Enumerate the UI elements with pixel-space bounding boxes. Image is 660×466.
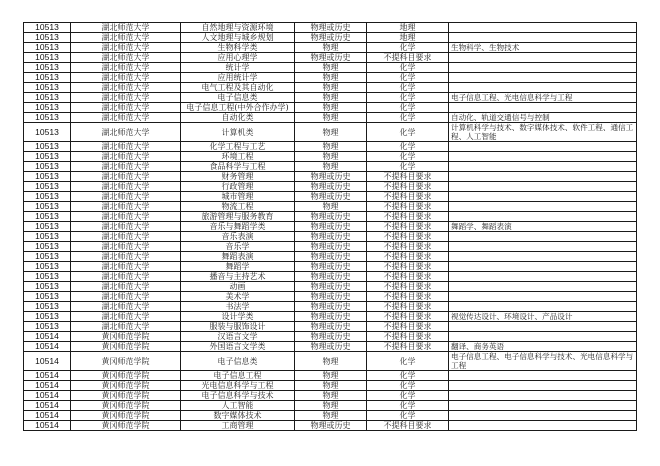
- major-name-cell: 应用统计学: [181, 73, 295, 83]
- school-code-cell: 10513: [24, 23, 71, 33]
- first-subject-cell: 物理或历史: [295, 282, 367, 292]
- school-name-cell: 湖北师范大学: [71, 162, 181, 172]
- table-row: [24, 63, 637, 73]
- included-majors-cell: [449, 182, 637, 192]
- table-row: [24, 272, 637, 282]
- school-code-cell: 10513: [24, 192, 71, 202]
- second-subject-cell: 化学: [367, 401, 449, 411]
- included-majors-cell: [449, 232, 637, 242]
- first-subject-cell: 物理: [295, 152, 367, 162]
- first-subject-cell: 物理或历史: [295, 172, 367, 182]
- included-majors-cell: [449, 172, 637, 182]
- school-name-cell: 黄冈师范学院: [71, 352, 181, 371]
- school-name-cell: 湖北师范大学: [71, 212, 181, 222]
- table-row: [24, 53, 637, 63]
- first-subject-cell: 物理或历史: [295, 312, 367, 322]
- school-name-cell: 湖北师范大学: [71, 172, 181, 182]
- second-subject-cell: 不提科目要求: [367, 172, 449, 182]
- table-row: [24, 411, 637, 421]
- school-name-cell: 湖北师范大学: [71, 312, 181, 322]
- first-subject-cell: 物理或历史: [295, 222, 367, 232]
- table-row: [24, 162, 637, 172]
- first-subject-cell: 物理或历史: [295, 421, 367, 431]
- table-row: [24, 43, 637, 53]
- second-subject-cell: 化学: [367, 103, 449, 113]
- table-row: [24, 172, 637, 182]
- school-code-cell: 10513: [24, 73, 71, 83]
- first-subject-cell: 物理或历史: [295, 272, 367, 282]
- school-code-cell: 10513: [24, 292, 71, 302]
- table-row: [24, 113, 637, 123]
- school-name-cell: 湖北师范大学: [71, 242, 181, 252]
- school-code-cell: 10513: [24, 222, 71, 232]
- included-majors-cell: [449, 202, 637, 212]
- second-subject-cell: 化学: [367, 83, 449, 93]
- included-majors-cell: [449, 272, 637, 282]
- table-row: [24, 421, 637, 431]
- first-subject-cell: 物理或历史: [295, 262, 367, 272]
- major-name-cell: 行政管理: [181, 182, 295, 192]
- school-name-cell: 湖北师范大学: [71, 103, 181, 113]
- school-name-cell: 湖北师范大学: [71, 23, 181, 33]
- school-code-cell: 10513: [24, 172, 71, 182]
- second-subject-cell: 不提科目要求: [367, 192, 449, 202]
- major-name-cell: 统计学: [181, 63, 295, 73]
- school-code-cell: 10513: [24, 252, 71, 262]
- included-majors-cell: 舞蹈学、舞蹈表演: [449, 222, 637, 232]
- first-subject-cell: 物理或历史: [295, 322, 367, 332]
- major-name-cell: 电子信息工程(中外合作办学): [181, 103, 295, 113]
- included-majors-cell: [449, 282, 637, 292]
- included-majors-cell: [449, 242, 637, 252]
- school-name-cell: 黄冈师范学院: [71, 411, 181, 421]
- school-code-cell: 10514: [24, 381, 71, 391]
- major-name-cell: 生物科学类: [181, 43, 295, 53]
- school-code-cell: 10513: [24, 33, 71, 43]
- subject-requirements-table: [23, 22, 637, 431]
- first-subject-cell: 物理: [295, 352, 367, 371]
- major-name-cell: 播音与主持艺术: [181, 272, 295, 282]
- major-name-cell: 数字媒体技术: [181, 411, 295, 421]
- first-subject-cell: 物理或历史: [295, 332, 367, 342]
- included-majors-cell: [449, 162, 637, 172]
- major-name-cell: 电子信息类: [181, 352, 295, 371]
- school-code-cell: 10514: [24, 332, 71, 342]
- school-name-cell: 湖北师范大学: [71, 33, 181, 43]
- school-code-cell: 10513: [24, 272, 71, 282]
- table-row: [24, 142, 637, 152]
- second-subject-cell: 不提科目要求: [367, 252, 449, 262]
- school-name-cell: 湖北师范大学: [71, 262, 181, 272]
- school-code-cell: 10513: [24, 312, 71, 322]
- first-subject-cell: 物理或历史: [295, 242, 367, 252]
- major-name-cell: 设计学类: [181, 312, 295, 322]
- school-code-cell: 10513: [24, 202, 71, 212]
- second-subject-cell: 不提科目要求: [367, 212, 449, 222]
- included-majors-cell: [449, 33, 637, 43]
- school-name-cell: 黄冈师范学院: [71, 381, 181, 391]
- table-body: [24, 23, 637, 431]
- second-subject-cell: 不提科目要求: [367, 322, 449, 332]
- second-subject-cell: 化学: [367, 162, 449, 172]
- second-subject-cell: 化学: [367, 391, 449, 401]
- school-code-cell: 10513: [24, 302, 71, 312]
- first-subject-cell: 物理或历史: [295, 252, 367, 262]
- second-subject-cell: 化学: [367, 381, 449, 391]
- major-name-cell: 化学工程与工艺: [181, 142, 295, 152]
- school-code-cell: 10513: [24, 232, 71, 242]
- major-name-cell: 美术学: [181, 292, 295, 302]
- major-name-cell: 电气工程及其自动化: [181, 83, 295, 93]
- table-row: [24, 33, 637, 43]
- major-name-cell: 动画: [181, 282, 295, 292]
- major-name-cell: 外国语言文学类: [181, 342, 295, 352]
- second-subject-cell: 不提科目要求: [367, 232, 449, 242]
- table-row: [24, 23, 637, 33]
- school-code-cell: 10513: [24, 162, 71, 172]
- school-name-cell: 湖北师范大学: [71, 232, 181, 242]
- included-majors-cell: [449, 381, 637, 391]
- first-subject-cell: 物理或历史: [295, 342, 367, 352]
- school-code-cell: 10513: [24, 83, 71, 93]
- school-name-cell: 湖北师范大学: [71, 322, 181, 332]
- school-code-cell: 10513: [24, 93, 71, 103]
- school-code-cell: 10513: [24, 182, 71, 192]
- school-name-cell: 湖北师范大学: [71, 93, 181, 103]
- first-subject-cell: 物理: [295, 103, 367, 113]
- major-name-cell: 环境工程: [181, 152, 295, 162]
- school-code-cell: 10513: [24, 152, 71, 162]
- first-subject-cell: 物理: [295, 43, 367, 53]
- school-name-cell: 黄冈师范学院: [71, 342, 181, 352]
- first-subject-cell: 物理或历史: [295, 232, 367, 242]
- included-majors-cell: [449, 421, 637, 431]
- major-name-cell: 音乐表演: [181, 232, 295, 242]
- first-subject-cell: 物理: [295, 113, 367, 123]
- included-majors-cell: [449, 371, 637, 381]
- school-code-cell: 10514: [24, 371, 71, 381]
- major-name-cell: 人文地理与城乡规划: [181, 33, 295, 43]
- table-row: [24, 182, 637, 192]
- first-subject-cell: 物理: [295, 411, 367, 421]
- table-row: [24, 262, 637, 272]
- school-name-cell: 湖北师范大学: [71, 142, 181, 152]
- major-name-cell: 舞蹈表演: [181, 252, 295, 262]
- second-subject-cell: 化学: [367, 371, 449, 381]
- table-row: [24, 391, 637, 401]
- table-row: [24, 212, 637, 222]
- first-subject-cell: 物理或历史: [295, 192, 367, 202]
- school-name-cell: 黄冈师范学院: [71, 401, 181, 411]
- included-majors-cell: 视觉传达设计、环境设计、产品设计: [449, 312, 637, 322]
- table-row: [24, 152, 637, 162]
- school-name-cell: 湖北师范大学: [71, 53, 181, 63]
- included-majors-cell: [449, 23, 637, 33]
- school-name-cell: 黄冈师范学院: [71, 391, 181, 401]
- first-subject-cell: 物理或历史: [295, 212, 367, 222]
- included-majors-cell: [449, 212, 637, 222]
- major-name-cell: 电子信息科学与技术: [181, 391, 295, 401]
- school-code-cell: 10513: [24, 282, 71, 292]
- first-subject-cell: 物理: [295, 371, 367, 381]
- table-row: [24, 302, 637, 312]
- school-name-cell: 湖北师范大学: [71, 282, 181, 292]
- table-row: [24, 242, 637, 252]
- school-code-cell: 10513: [24, 123, 71, 142]
- table-row: [24, 123, 637, 142]
- major-name-cell: 音乐学: [181, 242, 295, 252]
- included-majors-cell: 电子信息工程、电子信息科学与技术、光电信息科学与工程: [449, 352, 637, 371]
- school-name-cell: 湖北师范大学: [71, 43, 181, 53]
- included-majors-cell: 自动化、轨道交通信号与控制: [449, 113, 637, 123]
- table-row: [24, 401, 637, 411]
- school-code-cell: 10513: [24, 212, 71, 222]
- major-name-cell: 汉语言文学: [181, 332, 295, 342]
- school-code-cell: 10513: [24, 262, 71, 272]
- school-name-cell: 湖北师范大学: [71, 302, 181, 312]
- second-subject-cell: 不提科目要求: [367, 332, 449, 342]
- table-row: [24, 292, 637, 302]
- school-code-cell: 10513: [24, 63, 71, 73]
- included-majors-cell: [449, 292, 637, 302]
- school-name-cell: 湖北师范大学: [71, 123, 181, 142]
- first-subject-cell: 物理: [295, 162, 367, 172]
- first-subject-cell: 物理: [295, 83, 367, 93]
- first-subject-cell: 物理或历史: [295, 182, 367, 192]
- second-subject-cell: 不提科目要求: [367, 292, 449, 302]
- second-subject-cell: 不提科目要求: [367, 222, 449, 232]
- included-majors-cell: [449, 103, 637, 113]
- major-name-cell: 食品科学与工程: [181, 162, 295, 172]
- included-majors-cell: [449, 142, 637, 152]
- first-subject-cell: 物理: [295, 73, 367, 83]
- included-majors-cell: [449, 73, 637, 83]
- school-code-cell: 10514: [24, 411, 71, 421]
- major-name-cell: 应用心理学: [181, 53, 295, 63]
- second-subject-cell: 不提科目要求: [367, 242, 449, 252]
- second-subject-cell: 化学: [367, 63, 449, 73]
- major-name-cell: 物流工程: [181, 202, 295, 212]
- major-name-cell: 财务管理: [181, 172, 295, 182]
- first-subject-cell: 物理: [295, 202, 367, 212]
- major-name-cell: 自动化类: [181, 113, 295, 123]
- first-subject-cell: 物理: [295, 123, 367, 142]
- major-name-cell: 电子信息类: [181, 93, 295, 103]
- table-row: [24, 352, 637, 371]
- school-name-cell: 湖北师范大学: [71, 113, 181, 123]
- first-subject-cell: 物理: [295, 142, 367, 152]
- school-code-cell: 10513: [24, 242, 71, 252]
- included-majors-cell: [449, 332, 637, 342]
- major-name-cell: 工商管理: [181, 421, 295, 431]
- included-majors-cell: [449, 262, 637, 272]
- school-code-cell: 10513: [24, 43, 71, 53]
- table-row: [24, 371, 637, 381]
- included-majors-cell: 生物科学、生物技术: [449, 43, 637, 53]
- major-name-cell: 电子信息工程: [181, 371, 295, 381]
- major-name-cell: 书法学: [181, 302, 295, 312]
- included-majors-cell: 电子信息工程、光电信息科学与工程: [449, 93, 637, 103]
- first-subject-cell: 物理: [295, 401, 367, 411]
- major-name-cell: 旅游管理与服务教育: [181, 212, 295, 222]
- school-name-cell: 湖北师范大学: [71, 192, 181, 202]
- school-code-cell: 10513: [24, 142, 71, 152]
- school-name-cell: 湖北师范大学: [71, 63, 181, 73]
- major-name-cell: 计算机类: [181, 123, 295, 142]
- second-subject-cell: 化学: [367, 411, 449, 421]
- major-name-cell: 音乐与舞蹈学类: [181, 222, 295, 232]
- second-subject-cell: 不提科目要求: [367, 182, 449, 192]
- school-code-cell: 10514: [24, 352, 71, 371]
- second-subject-cell: 化学: [367, 123, 449, 142]
- school-code-cell: 10513: [24, 103, 71, 113]
- major-name-cell: 自然地理与资源环境: [181, 23, 295, 33]
- school-name-cell: 湖北师范大学: [71, 222, 181, 232]
- table-row: [24, 312, 637, 322]
- major-name-cell: 光电信息科学与工程: [181, 381, 295, 391]
- included-majors-cell: [449, 302, 637, 312]
- first-subject-cell: 物理: [295, 391, 367, 401]
- included-majors-cell: 翻译、商务英语: [449, 342, 637, 352]
- school-name-cell: 湖北师范大学: [71, 252, 181, 262]
- included-majors-cell: [449, 63, 637, 73]
- table-row: [24, 232, 637, 242]
- school-name-cell: 湖北师范大学: [71, 202, 181, 212]
- first-subject-cell: 物理或历史: [295, 292, 367, 302]
- school-name-cell: 湖北师范大学: [71, 182, 181, 192]
- school-name-cell: 湖北师范大学: [71, 152, 181, 162]
- school-code-cell: 10513: [24, 322, 71, 332]
- table-row: [24, 222, 637, 232]
- first-subject-cell: 物理或历史: [295, 302, 367, 312]
- table-row: [24, 332, 637, 342]
- school-name-cell: 黄冈师范学院: [71, 371, 181, 381]
- school-code-cell: 10514: [24, 421, 71, 431]
- second-subject-cell: 化学: [367, 152, 449, 162]
- second-subject-cell: 不提科目要求: [367, 342, 449, 352]
- included-majors-cell: 计算机科学与技术、数字媒体技术、软件工程、通信工程、人工智能: [449, 123, 637, 142]
- table-row: [24, 342, 637, 352]
- school-name-cell: 湖北师范大学: [71, 292, 181, 302]
- school-code-cell: 10513: [24, 113, 71, 123]
- table-row: [24, 103, 637, 113]
- table-row: [24, 93, 637, 103]
- major-name-cell: 舞蹈学: [181, 262, 295, 272]
- table-row: [24, 322, 637, 332]
- school-name-cell: 黄冈师范学院: [71, 421, 181, 431]
- second-subject-cell: 地理: [367, 33, 449, 43]
- school-code-cell: 10514: [24, 401, 71, 411]
- first-subject-cell: 物理: [295, 63, 367, 73]
- table-row: [24, 83, 637, 93]
- second-subject-cell: 不提科目要求: [367, 53, 449, 63]
- school-code-cell: 10513: [24, 53, 71, 63]
- first-subject-cell: 物理: [295, 93, 367, 103]
- second-subject-cell: 化学: [367, 73, 449, 83]
- second-subject-cell: 不提科目要求: [367, 262, 449, 272]
- table-row: [24, 252, 637, 262]
- table-row: [24, 73, 637, 83]
- school-name-cell: 湖北师范大学: [71, 83, 181, 93]
- second-subject-cell: 不提科目要求: [367, 421, 449, 431]
- school-name-cell: 黄冈师范学院: [71, 332, 181, 342]
- included-majors-cell: [449, 322, 637, 332]
- second-subject-cell: 化学: [367, 93, 449, 103]
- first-subject-cell: 物理或历史: [295, 23, 367, 33]
- included-majors-cell: [449, 83, 637, 93]
- school-code-cell: 10514: [24, 342, 71, 352]
- table-row: [24, 192, 637, 202]
- included-majors-cell: [449, 152, 637, 162]
- second-subject-cell: 化学: [367, 352, 449, 371]
- included-majors-cell: [449, 252, 637, 262]
- major-name-cell: 城市管理: [181, 192, 295, 202]
- second-subject-cell: 地理: [367, 23, 449, 33]
- second-subject-cell: 不提科目要求: [367, 282, 449, 292]
- included-majors-cell: [449, 53, 637, 63]
- included-majors-cell: [449, 411, 637, 421]
- included-majors-cell: [449, 401, 637, 411]
- first-subject-cell: 物理或历史: [295, 33, 367, 43]
- second-subject-cell: 不提科目要求: [367, 312, 449, 322]
- second-subject-cell: 不提科目要求: [367, 272, 449, 282]
- table-row: [24, 282, 637, 292]
- school-code-cell: 10514: [24, 391, 71, 401]
- second-subject-cell: 化学: [367, 113, 449, 123]
- first-subject-cell: 物理或历史: [295, 53, 367, 63]
- school-name-cell: 湖北师范大学: [71, 272, 181, 282]
- table-row: [24, 202, 637, 212]
- first-subject-cell: 物理: [295, 381, 367, 391]
- major-name-cell: 服装与服饰设计: [181, 322, 295, 332]
- second-subject-cell: 不提科目要求: [367, 202, 449, 212]
- table-row: [24, 381, 637, 391]
- included-majors-cell: [449, 391, 637, 401]
- second-subject-cell: 化学: [367, 142, 449, 152]
- major-name-cell: 人工智能: [181, 401, 295, 411]
- second-subject-cell: 化学: [367, 43, 449, 53]
- included-majors-cell: [449, 192, 637, 202]
- school-name-cell: 湖北师范大学: [71, 73, 181, 83]
- second-subject-cell: 不提科目要求: [367, 302, 449, 312]
